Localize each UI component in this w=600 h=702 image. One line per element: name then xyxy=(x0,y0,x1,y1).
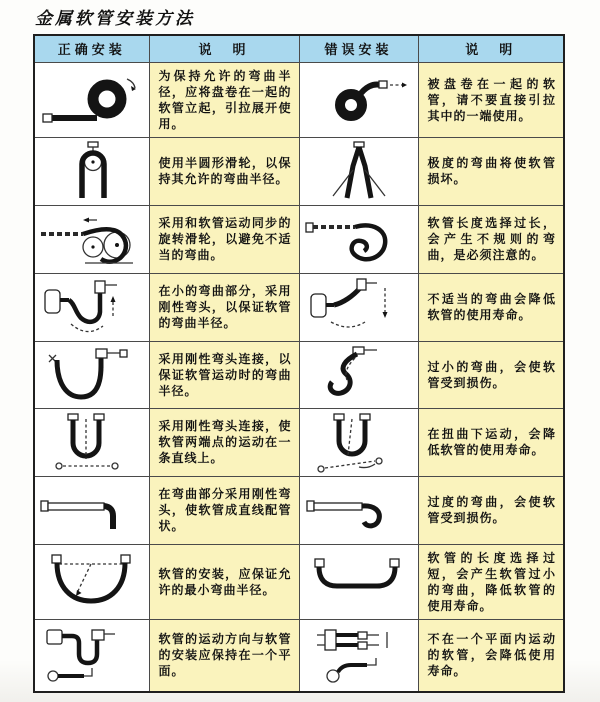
table-row xyxy=(34,205,564,273)
wrong-illustration-cell xyxy=(299,544,418,619)
semicircular-pulley-icon xyxy=(37,140,149,202)
correct-description: 在弯曲部分采用刚性弯头，使软管成直线配管状。 xyxy=(149,476,299,544)
table-row xyxy=(34,341,564,408)
correct-illustration-cell xyxy=(34,137,149,205)
wrong-description: 软管的长度选择过短，会产生软管过小的弯曲，降低软管的使用寿命。 xyxy=(418,544,564,619)
straight-run-elbow-icon xyxy=(37,479,149,541)
header-correct-install: 正确安装 xyxy=(34,35,149,62)
correct-illustration-cell xyxy=(34,341,149,408)
aligned-u-hose-icon xyxy=(37,411,149,473)
short-hose-flat-u-icon xyxy=(303,551,415,613)
table-row xyxy=(34,619,564,692)
sharp-kink-icon xyxy=(303,140,415,202)
table-row xyxy=(34,62,564,137)
correct-description: 软管的运动方向与软管的安装应保持在一个平面。 xyxy=(149,619,299,692)
correct-description: 在小的弯曲部分，采用刚性弯头，以保证软管的弯曲半径。 xyxy=(149,273,299,341)
wrong-illustration-cell xyxy=(299,62,418,137)
too-small-s-bend-icon xyxy=(303,344,415,406)
overbent-end-icon xyxy=(303,479,415,541)
wrong-description: 软管长度选择过长，会产生不规则的弯曲，是必须注意的。 xyxy=(418,205,564,273)
wrong-description: 过度的弯曲，会使软管受到损伤。 xyxy=(418,476,564,544)
correct-description: 采用刚性弯头连接，使软管两端点的运动在一条直线上。 xyxy=(149,408,299,476)
excess-length-loop-icon xyxy=(303,208,415,270)
flat-coil-pulled-from-end-icon xyxy=(303,69,415,131)
correct-illustration-cell xyxy=(34,544,149,619)
sync-rollers-icon xyxy=(37,208,149,270)
table-row xyxy=(34,544,564,619)
wrong-illustration-cell xyxy=(299,273,418,341)
single-plane-trap-icon xyxy=(37,624,149,686)
wrong-description: 过小的弯曲，会使软管受到损伤。 xyxy=(418,341,564,408)
correct-description: 采用刚性弯头连接，以保证软管运动时的弯曲半径。 xyxy=(149,341,299,408)
out-of-plane-motion-icon xyxy=(303,624,415,686)
wrong-description: 极度的弯曲将使软管损坏。 xyxy=(418,137,564,205)
correct-illustration-cell xyxy=(34,619,149,692)
wrong-illustration-cell xyxy=(299,476,418,544)
twisted-u-hose-icon xyxy=(303,411,415,473)
wrong-illustration-cell xyxy=(299,205,418,273)
table-row xyxy=(34,476,564,544)
page-title: 金属软管安装方法 xyxy=(35,9,195,28)
wrong-illustration-cell xyxy=(299,137,418,205)
wrong-illustration-cell xyxy=(299,619,418,692)
improper-diagonal-bend-icon xyxy=(303,276,415,338)
installation-table xyxy=(33,34,565,693)
table-row xyxy=(34,137,564,205)
wrong-description: 不适当的弯曲会降低软管的使用寿命。 xyxy=(418,273,564,341)
correct-illustration-cell xyxy=(34,408,149,476)
wrong-illustration-cell xyxy=(299,408,418,476)
rigid-elbow-small-bend-icon xyxy=(37,276,149,338)
rigid-elbow-u-hose-icon xyxy=(37,344,149,406)
header-correct-note: 说 明 xyxy=(149,35,299,62)
table-row xyxy=(34,273,564,341)
correct-illustration-cell xyxy=(34,62,149,137)
correct-description: 为保持允许的弯曲半径，应将盘卷在一起的软管立起，引拉展开使用。 xyxy=(149,62,299,137)
min-bend-radius-u-icon xyxy=(37,551,149,613)
correct-illustration-cell xyxy=(34,476,149,544)
correct-description: 采用和软管运动同步的旋转滑轮，以避免不适当的弯曲。 xyxy=(149,205,299,273)
header-row xyxy=(34,35,564,62)
wrong-description: 在扭曲下运动，会降低软管的使用寿命。 xyxy=(418,408,564,476)
upright-coil-with-lead-out-icon xyxy=(37,69,149,131)
correct-description: 使用半圆形滑轮，以保持其允许的弯曲半径。 xyxy=(149,137,299,205)
table-row xyxy=(34,408,564,476)
header-wrong-note: 说 明 xyxy=(418,35,564,62)
correct-illustration-cell xyxy=(34,273,149,341)
correct-illustration-cell xyxy=(34,205,149,273)
correct-description: 软管的安装，应保证允许的最小弯曲半径。 xyxy=(149,544,299,619)
wrong-description: 不在一个平面内运动的软管，会降低使用寿命。 xyxy=(418,619,564,692)
header-wrong-install: 错误安装 xyxy=(299,35,418,62)
wrong-description: 被盘卷在一起的软管，请不要直接引拉其中的一端使用。 xyxy=(418,62,564,137)
wrong-illustration-cell xyxy=(299,341,418,408)
